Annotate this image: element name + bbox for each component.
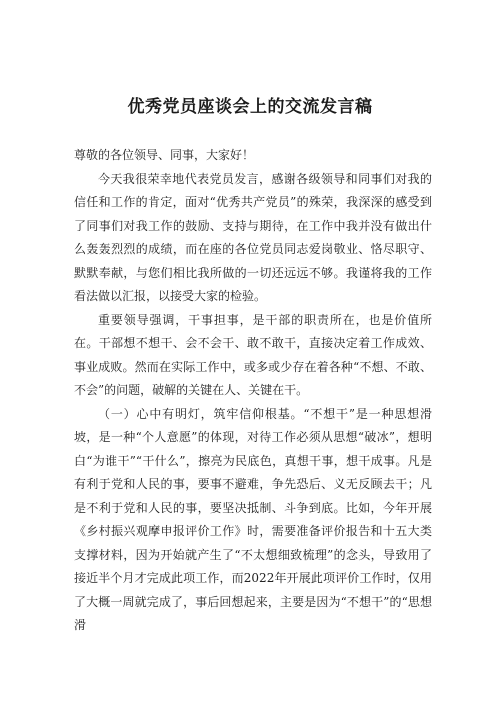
body-paragraph-3: （一）心中有明灯，筑牢信仰根基。“不想干”是一种思想滑坡，是一种“个人意愿”的体现，对待工作必须从思想“破冰”，想明白“为谁干”“干什么”，擦亮为民底色，真想干事，想干成事。凡是有利于党和人民的事，要事不避难，争先恐后、义无反顾去干；凡是不利于党和人民的事，要坚决抵制、斗争到底。比如，今年开展《乡村振兴观摩申报评价工作》时，需要准备评价报告和十五大类支撑材料，因为开始就产生了“不太想细致梳理”的念头，导致用了接近半个月才完成此项工作，而2022年开展此项评价工作时，仅用了大概一周就完成了，事后回想起来，主要是因为“不想干”的“思想滑	[74, 406, 432, 632]
document-title: 优秀党员座谈会上的交流发言稿	[127, 97, 373, 117]
body-paragraph-2: 重要领导强调，干事担事，是干部的职责所在，也是价值所在。干部想不想干、会不会干、敢不敢干，直接决定着工作成效、事业成败。然而在实际工作中，或多或少存在着各种“不想、不敢、不会”的问题，破解的关键在人、关键在干。	[74, 312, 432, 397]
greeting-line: 尊敬的各位领导、同事，大家好！	[74, 148, 255, 162]
body-paragraph-1: 今天我很荣幸地代表党员发言，感谢各级领导和同事们对我的信任和工作的肯定，面对“优秀共产党员”的殊荣，我深深的感受到了同事们对我工作的鼓励、支持与期待，在工作中我并没有做出什么轰轰烈烈的成绩，而在座的各位党员同志爱岗敬业、恪尽职守、默默奉献，与您们相比我所做的一切还远远不够。我谨将我的工作看法做以汇报，以接受大家的检验。	[74, 171, 432, 303]
document-body	[74, 144, 432, 638]
